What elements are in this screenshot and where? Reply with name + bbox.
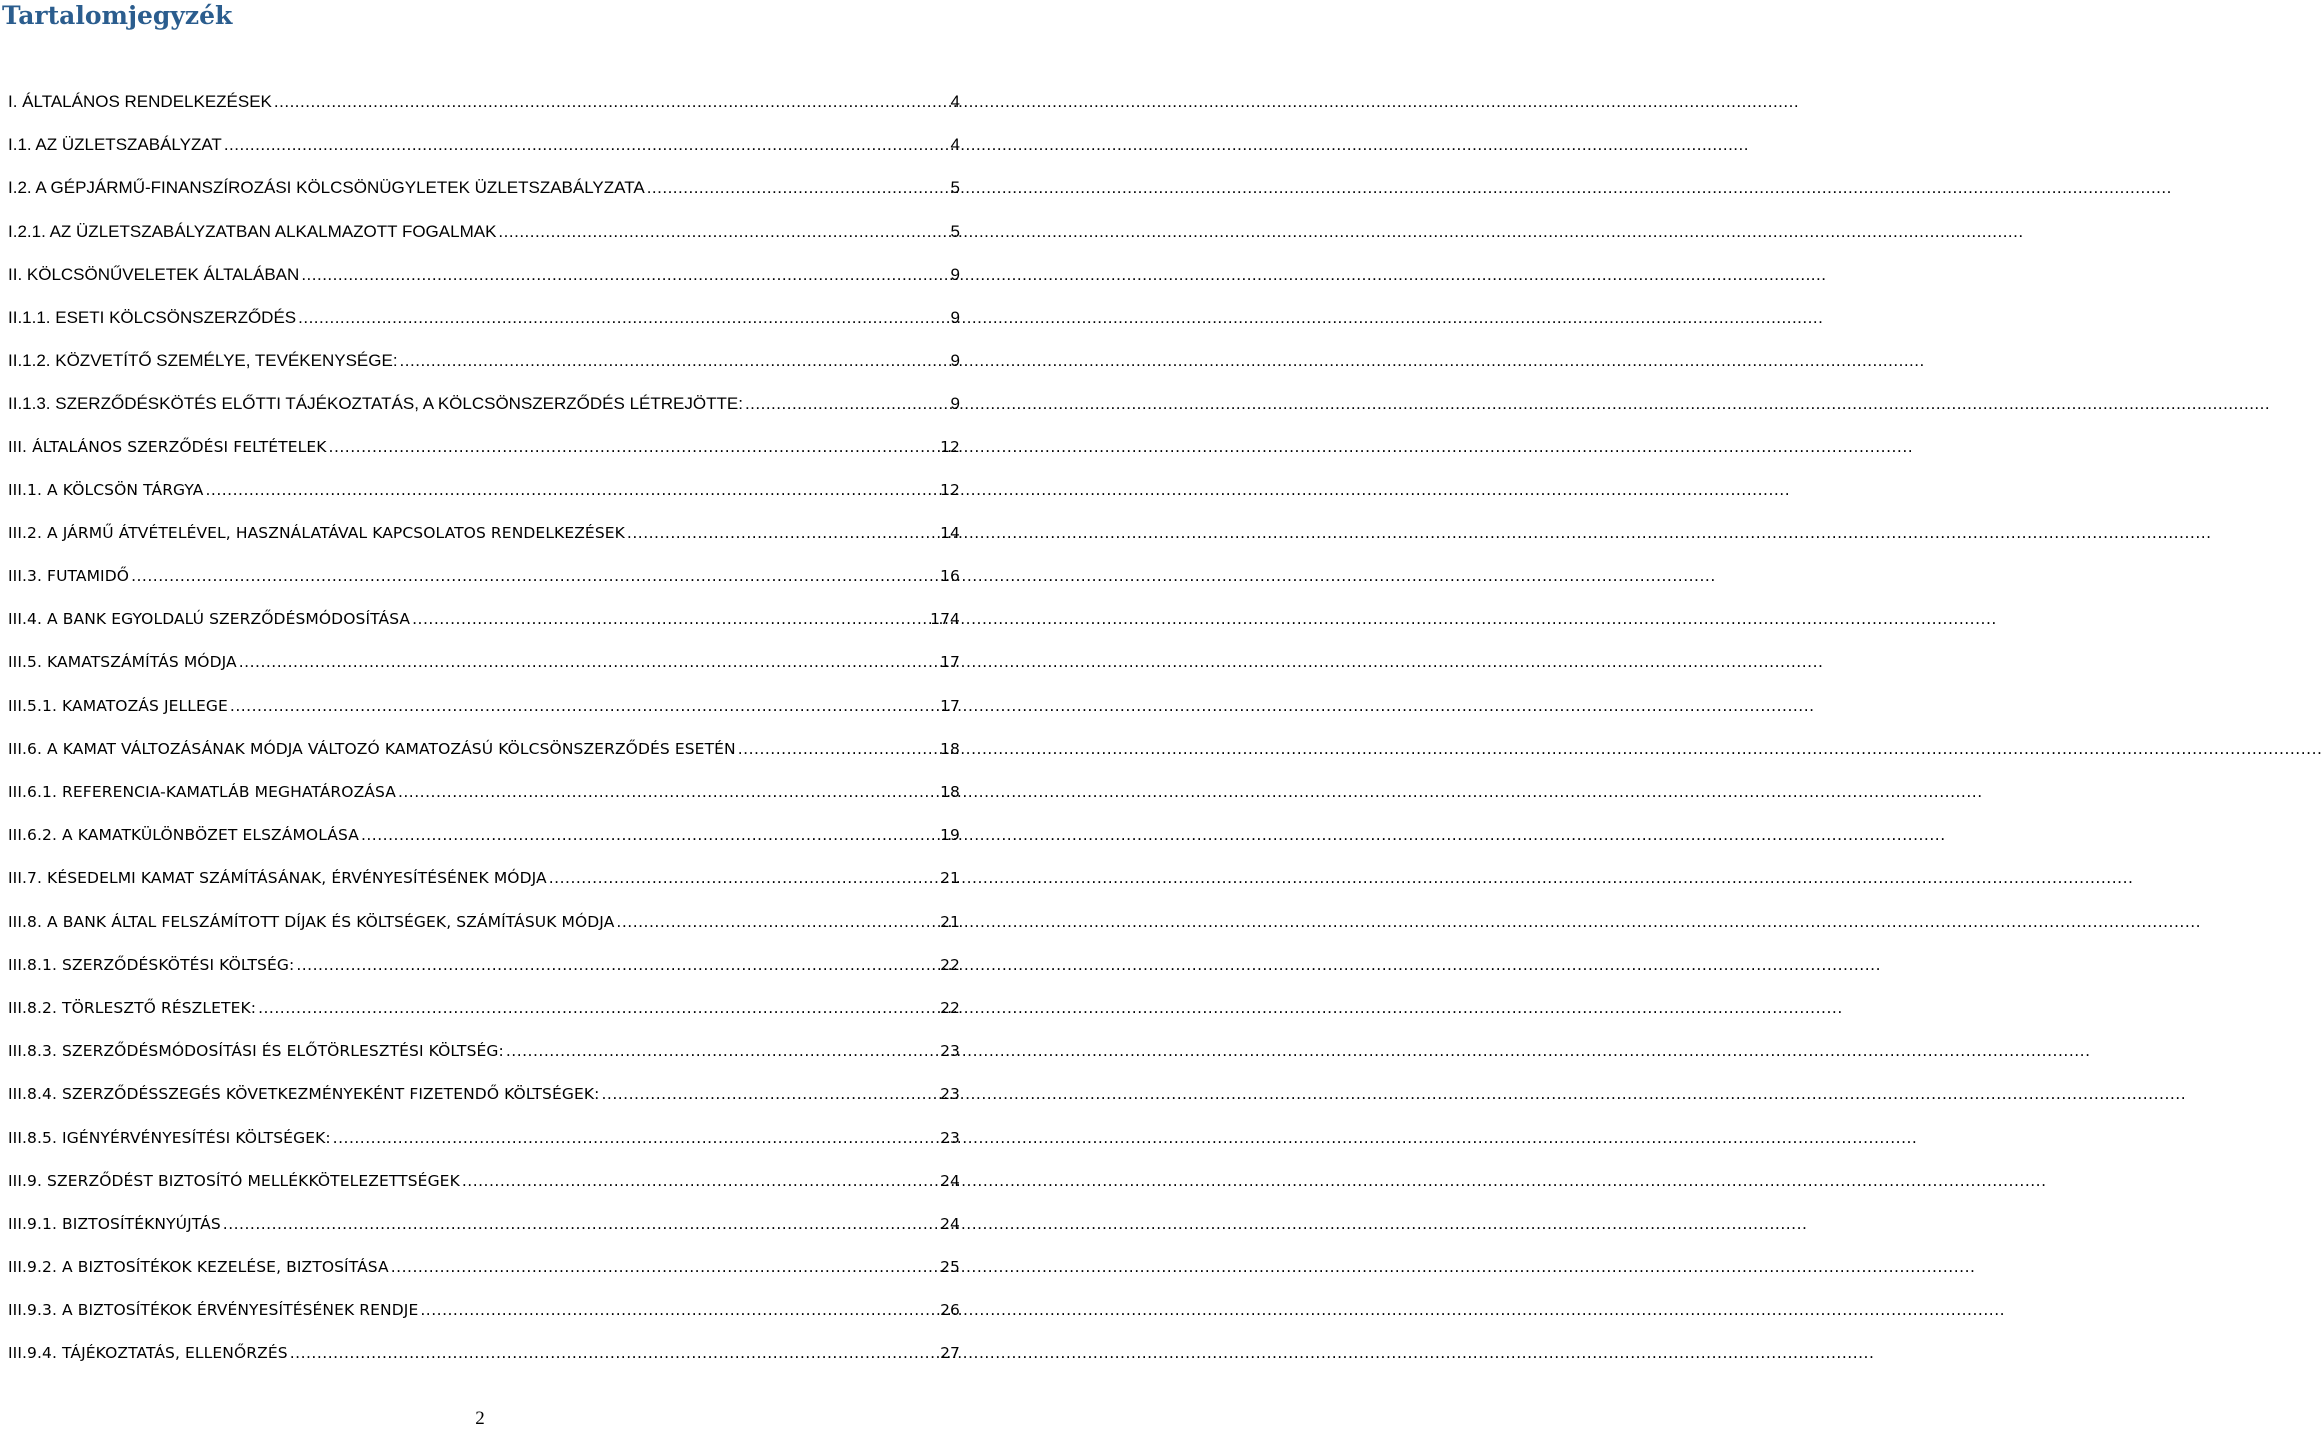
- toc-entry[interactable]: [8, 1160, 962, 1203]
- toc-dot-leader: [549, 857, 936, 900]
- toc-entry[interactable]: [8, 1203, 962, 1246]
- toc-entry[interactable]: [8, 685, 962, 728]
- toc-entry-page-number: 4: [950, 92, 960, 111]
- toc-dot-leader: [131, 555, 936, 598]
- toc-entry-label: III.5. KAMATSZÁMÍTÁS MÓDJA: [8, 653, 237, 672]
- toc-entry-page-number: 19: [940, 826, 960, 845]
- toc-entry-label: III.9.4. TÁJÉKOZTATÁS, ELLENŐRZÉS: [8, 1344, 288, 1363]
- toc-entry-label: III.8.4. SZERZŐDÉSSZEGÉS KÖVETKEZMÉNYEKÉNT FIZETENDŐ KÖLTSÉGEK:: [8, 1085, 600, 1104]
- toc-entry-page-number: 24: [940, 1171, 960, 1190]
- toc-dot-leader: [506, 1030, 936, 1073]
- toc-dot-leader: [400, 339, 947, 382]
- toc-dot-leader: [298, 296, 946, 339]
- toc-entry-label: II.1.2. KÖZVETÍTŐ SZEMÉLYE, TEVÉKENYSÉGE:: [8, 351, 398, 371]
- toc-entry-page-number: 9: [950, 351, 960, 371]
- toc-dot-leader: [627, 512, 936, 555]
- toc-entry[interactable]: [8, 901, 962, 944]
- toc-entry-page-number: 14: [940, 523, 960, 542]
- toc-entry-page-number: 24: [940, 1214, 960, 1233]
- toc-entry-page-number: 21: [940, 912, 960, 931]
- page-number: 2: [475, 1408, 485, 1429]
- toc-entry-page-number: 23: [940, 1042, 960, 1061]
- toc-dot-leader: [296, 944, 936, 987]
- toc-dot-leader: [290, 1332, 936, 1375]
- toc-entry-label: III.6.1. REFERENCIA-KAMATLÁB MEGHATÁROZÁSA: [8, 783, 396, 801]
- toc-entry[interactable]: [8, 1246, 962, 1289]
- toc-dot-leader: [420, 1289, 936, 1332]
- toc-entry[interactable]: [8, 728, 962, 771]
- toc-entry-label: III.8.5. IGÉNYÉRVÉNYESÍTÉSI KÖLTSÉGEK:: [8, 1128, 331, 1147]
- toc-entry-page-number: 16: [940, 567, 960, 586]
- toc-entry-label: II. KÖLCSÖNŰVELETEK ÁLTALÁBAN: [8, 264, 300, 284]
- toc-entry-label: I.1. AZ ÜZLETSZABÁLYZAT: [8, 135, 222, 155]
- toc-entry[interactable]: [8, 339, 962, 382]
- toc-entry-label: II.1.3. SZERZŐDÉSKÖTÉS ELŐTTI TÁJÉKOZTATÁS, A KÖLCSÖNSZERZŐDÉS LÉTREJÖTTE:: [8, 394, 743, 414]
- toc-entry-label: III.8. A BANK ÁLTAL FELSZÁMÍTOTT DÍJAK ÉS KÖLTSÉGEK, SZÁMÍTÁSUK MÓDJA: [8, 912, 615, 931]
- toc-dot-leader: [223, 1203, 936, 1246]
- toc-entry-label: III.8.3. SZERZŐDÉSMÓDOSÍTÁSI ÉS ELŐTÖRLESZTÉSI KÖLTSÉG:: [8, 1042, 504, 1061]
- toc-entry[interactable]: [8, 1117, 962, 1160]
- toc-entry-page-number: 22: [940, 955, 960, 974]
- toc-entry[interactable]: [8, 1332, 962, 1375]
- toc-entry-label: III.5.1. KAMATOZÁS JELLEGE: [8, 696, 228, 715]
- toc-entry-label: III.8.1. SZERZŐDÉSKÖTÉSI KÖLTSÉG:: [8, 955, 295, 974]
- toc-entry-label: III.8.2. TÖRLESZTŐ RÉSZLETEK:: [8, 998, 257, 1017]
- toc-entry-label: I.2. A GÉPJÁRMŰ-FINANSZÍROZÁSI KÖLCSÖNÜGYLETEK ÜZLETSZABÁLYZATA: [8, 178, 645, 198]
- toc-entry[interactable]: [8, 382, 962, 425]
- toc-entry[interactable]: [8, 771, 962, 814]
- toc-entry-label: III.9.2. A BIZTOSÍTÉKOK KEZELÉSE, BIZTOSÍTÁSA: [8, 1258, 389, 1277]
- toc-dot-leader: [224, 123, 947, 166]
- toc-entry-page-number: 9: [950, 307, 960, 327]
- toc-entry-label: III.9.1. BIZTOSÍTÉKNYÚJTÁS: [8, 1214, 221, 1233]
- toc-entry[interactable]: [8, 987, 962, 1030]
- toc-entry-label: III.2. A JÁRMŰ ÁTVÉTELÉVEL, HASZNÁLATÁVAL KAPCSOLATOS RENDELKEZÉSEK: [8, 523, 625, 542]
- toc-entry-label: III.7. KÉSEDELMI KAMAT SZÁMÍTÁSÁNAK, ÉRVÉNYESÍTÉSÉNEK MÓDJA: [8, 869, 547, 888]
- toc-entry-page-number: 25: [940, 1258, 960, 1277]
- toc-entry-page-number: 12: [940, 437, 960, 456]
- toc-entry-label: III.6.2. A KAMATKÜLÖNBÖZET ELSZÁMOLÁSA: [8, 826, 359, 845]
- toc-entry[interactable]: [8, 555, 962, 598]
- toc-dot-leader: [230, 685, 936, 728]
- toc-entry[interactable]: [8, 598, 962, 641]
- toc-entry[interactable]: [8, 80, 962, 123]
- toc-entry[interactable]: [8, 814, 962, 857]
- toc-dot-leader: [616, 901, 936, 944]
- toc-entry-page-number: 174: [930, 610, 960, 629]
- toc-dot-leader: [462, 1160, 936, 1203]
- toc-entry[interactable]: [8, 469, 962, 512]
- toc-entry-label: II.1.1. ESETI KÖLCSÖNSZERZŐDÉS: [8, 307, 297, 327]
- table-of-contents: [8, 80, 962, 1376]
- toc-entry[interactable]: [8, 944, 962, 987]
- toc-entry[interactable]: [8, 1289, 962, 1332]
- toc-dot-leader: [361, 814, 936, 857]
- toc-entry-page-number: 17: [940, 653, 960, 672]
- toc-entry-label: III.9. SZERZŐDÉST BIZTOSÍTÓ MELLÉKKÖTELEZETTSÉGEK: [8, 1171, 460, 1190]
- page-title: Tartalomjegyzék: [2, 1, 233, 30]
- toc-dot-leader: [333, 1117, 936, 1160]
- toc-entry-label: III.9.3. A BIZTOSÍTÉKOK ÉRVÉNYESÍTÉSÉNEK RENDJE: [8, 1301, 419, 1320]
- toc-entry-label: III.4. A BANK EGYOLDALÚ SZERZŐDÉSMÓDOSÍTÁSA: [8, 610, 411, 629]
- toc-dot-leader: [205, 469, 936, 512]
- toc-entry[interactable]: [8, 426, 962, 469]
- toc-entry-label: III.6. A KAMAT VÁLTOZÁSÁNAK MÓDJA VÁLTOZÓ KAMATOZÁSÚ KÖLCSÖNSZERZŐDÉS ESETÉN: [8, 739, 736, 758]
- toc-entry-page-number: 4: [950, 135, 960, 155]
- toc-entry[interactable]: [8, 857, 962, 900]
- toc-entry-page-number: 17: [940, 696, 960, 715]
- toc-dot-leader: [301, 253, 946, 296]
- toc-dot-leader: [329, 426, 937, 469]
- toc-entry[interactable]: [8, 296, 962, 339]
- toc-entry-page-number: 18: [940, 783, 960, 801]
- toc-dot-leader: [601, 1073, 936, 1116]
- toc-entry-page-number: 22: [940, 998, 960, 1017]
- toc-dot-leader: [398, 771, 936, 814]
- toc-dot-leader: [647, 166, 947, 209]
- toc-entry[interactable]: [8, 166, 962, 209]
- toc-entry-page-number: 9: [950, 264, 960, 284]
- toc-entry[interactable]: [8, 1030, 962, 1073]
- toc-entry-label: I.2.1. AZ ÜZLETSZABÁLYZATBAN ALKALMAZOTT FOGALMAK: [8, 221, 497, 241]
- toc-entry-page-number: 12: [940, 480, 960, 499]
- toc-entry-label: III.1. A KÖLCSÖN TÁRGYA: [8, 480, 204, 499]
- document-page: [0, 0, 960, 1430]
- toc-entry[interactable]: [8, 253, 962, 296]
- toc-entry-page-number: 26: [940, 1301, 960, 1320]
- toc-entry[interactable]: [8, 641, 962, 684]
- toc-dot-leader: [745, 382, 947, 425]
- toc-entry-page-number: 27: [940, 1344, 960, 1363]
- toc-dot-leader: [239, 641, 936, 684]
- toc-dot-leader: [412, 598, 926, 641]
- toc-entry-page-number: 21: [940, 869, 960, 888]
- toc-entry-label: I. ÁLTALÁNOS RENDELKEZÉSEK: [8, 92, 272, 111]
- toc-dot-leader: [274, 80, 947, 123]
- toc-entry[interactable]: [8, 1073, 962, 1116]
- toc-entry-page-number: 23: [940, 1128, 960, 1147]
- toc-entry[interactable]: [8, 512, 962, 555]
- toc-dot-leader: [738, 728, 936, 771]
- toc-entry-label: III.3. FUTAMIDŐ: [8, 567, 130, 586]
- toc-entry-page-number: 18: [940, 739, 960, 758]
- toc-entry-page-number: 5: [950, 221, 960, 241]
- toc-dot-leader: [498, 210, 946, 253]
- toc-dot-leader: [258, 987, 936, 1030]
- toc-entry[interactable]: [8, 123, 962, 166]
- toc-entry-page-number: 23: [940, 1085, 960, 1104]
- toc-entry-page-number: 9: [950, 394, 960, 414]
- toc-entry-page-number: 5: [950, 178, 960, 198]
- toc-entry[interactable]: [8, 210, 962, 253]
- toc-entry-label: III. ÁLTALÁNOS SZERZŐDÉSI FELTÉTELEK: [8, 437, 327, 456]
- toc-dot-leader: [391, 1246, 936, 1289]
